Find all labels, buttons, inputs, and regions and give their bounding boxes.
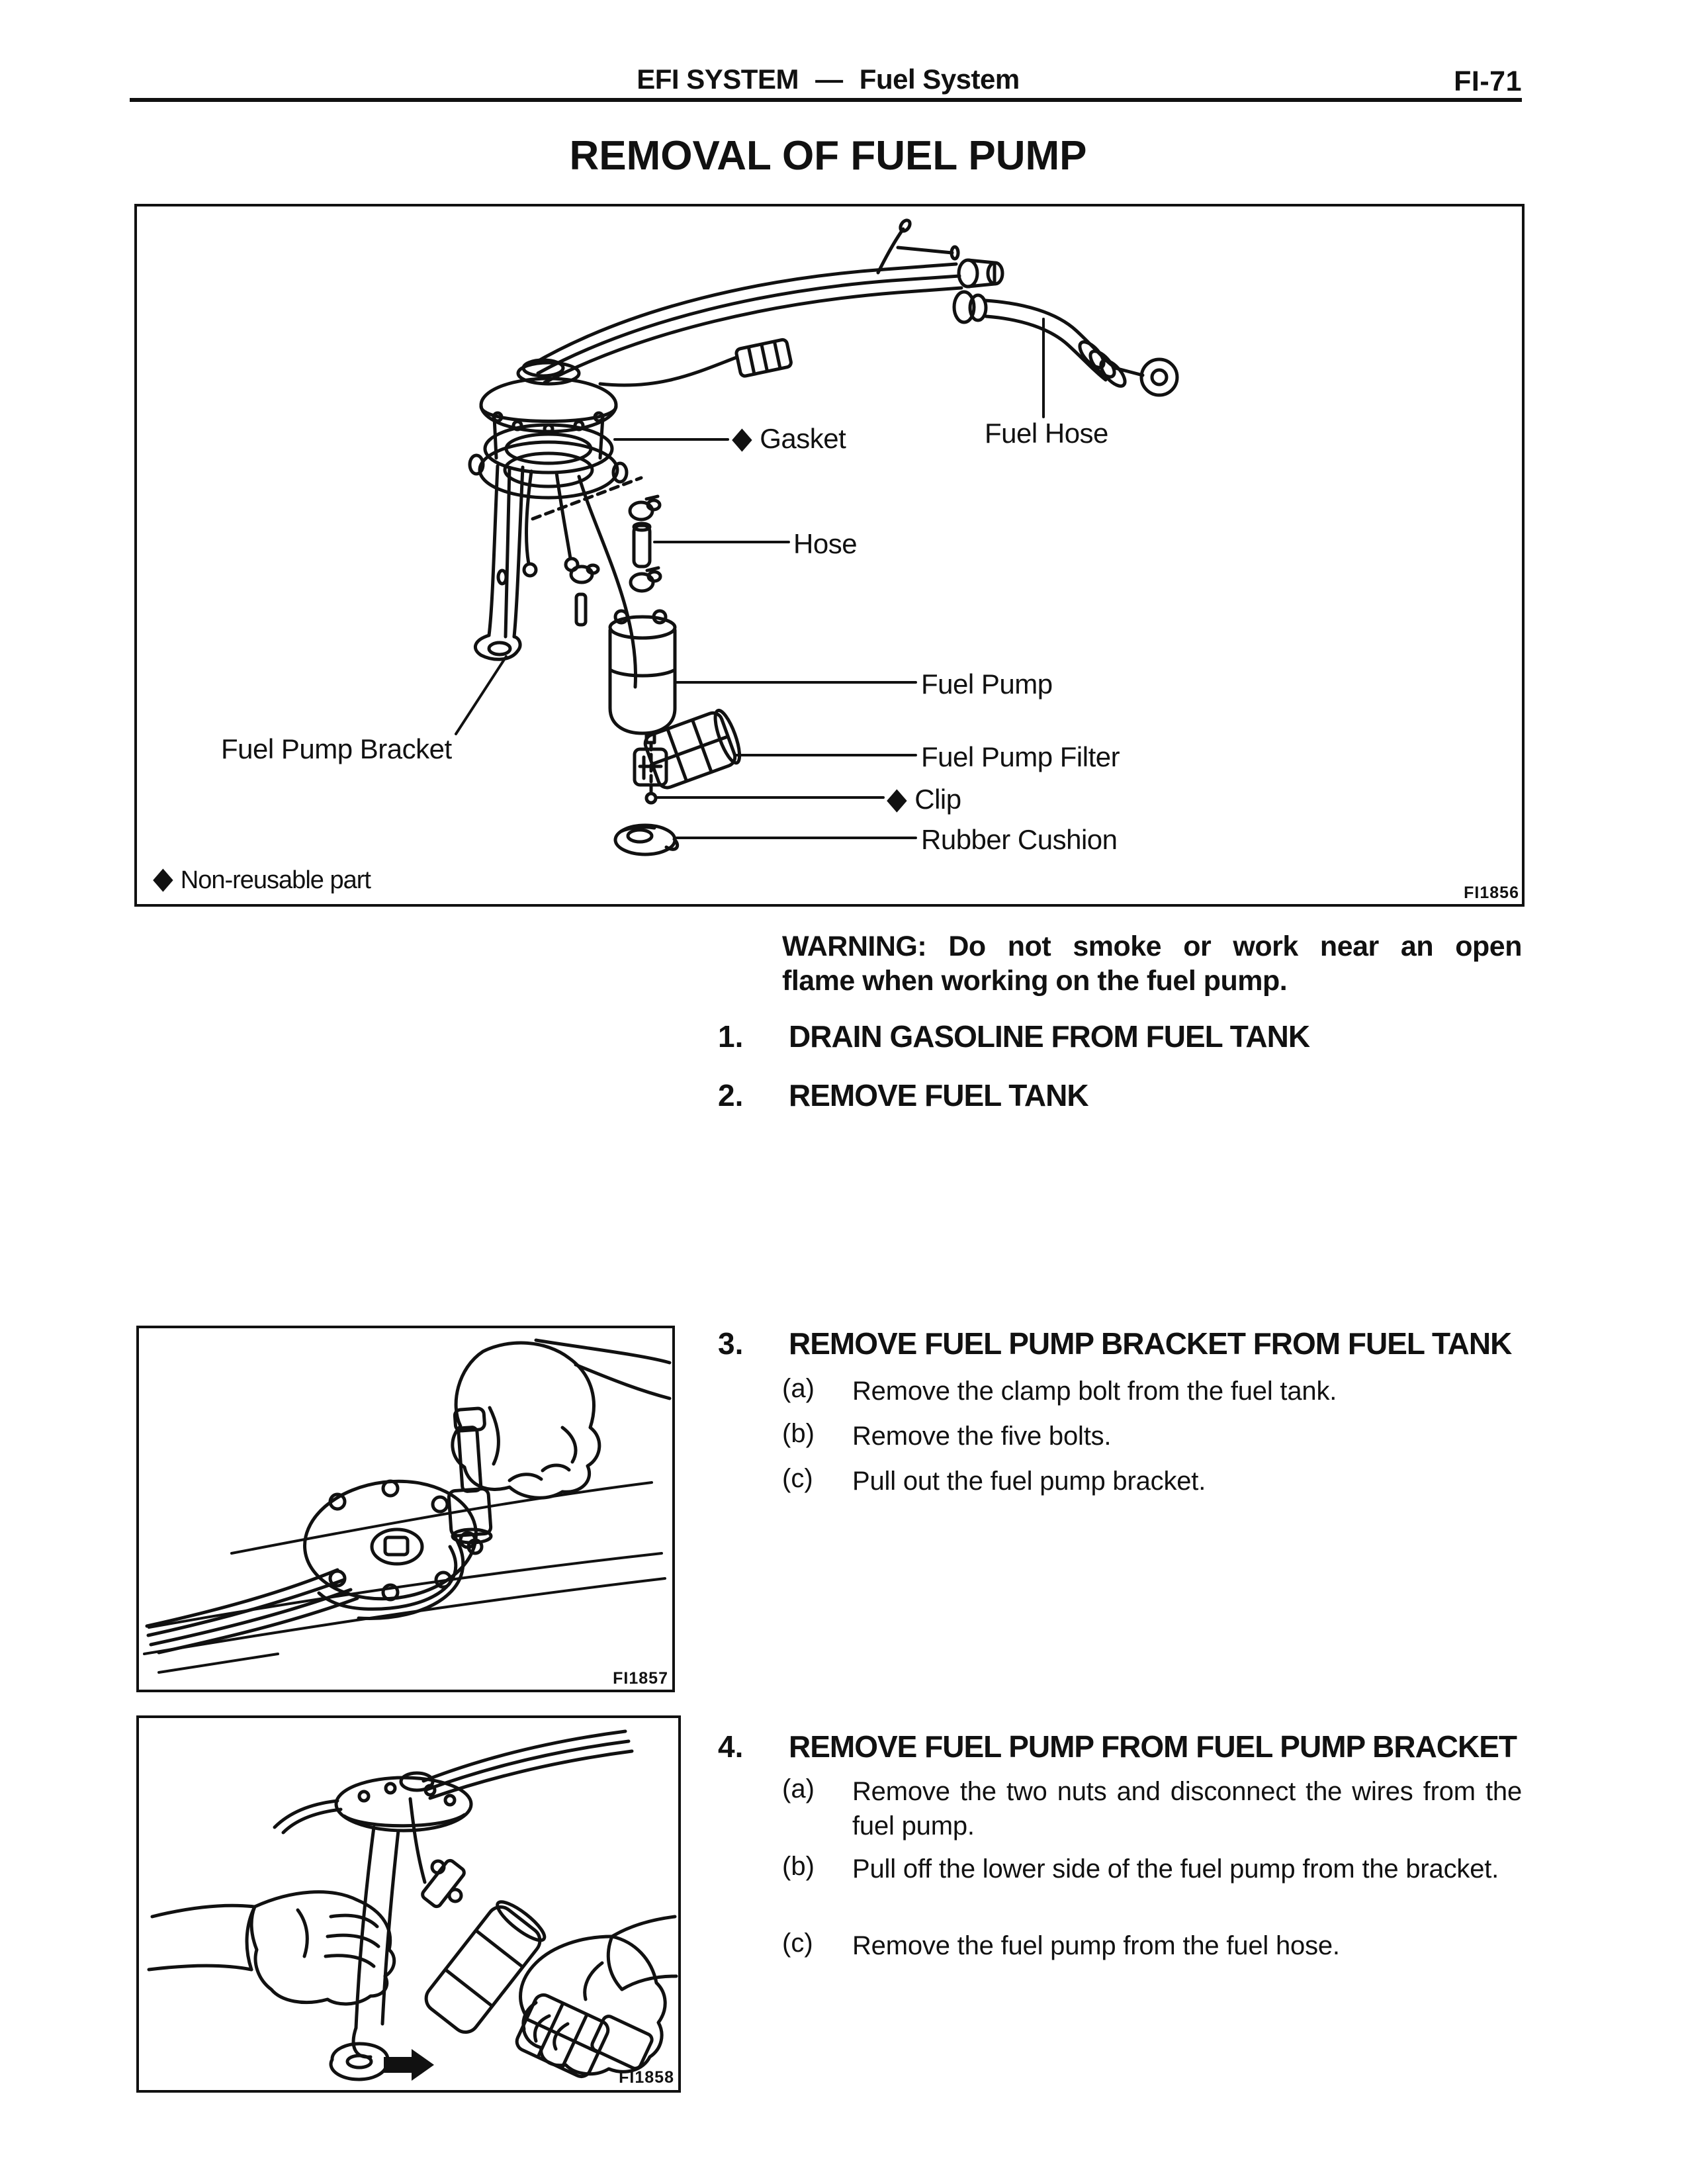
substep-text: Remove the fuel pump from the fuel hose.	[852, 1931, 1340, 1960]
warning-line1	[782, 929, 1522, 964]
page-number: FI-71	[1454, 66, 1522, 97]
step-4	[718, 1729, 1522, 1764]
warning-label: WARNING:	[782, 931, 927, 962]
fuel-tubes	[533, 218, 961, 383]
step-4c	[781, 1929, 1522, 1963]
page-title: REMOVAL OF FUEL PUMP	[569, 133, 1087, 179]
step-3b	[781, 1419, 1522, 1453]
fuel-hose-part	[954, 292, 1177, 395]
substep-text: Remove the two nuts and disconnect the wires from the fuel pump.	[852, 1777, 1522, 1841]
step-4a	[781, 1774, 1522, 1843]
substep-text: Pull off the lower side of the fuel pump from the bracket.	[852, 1854, 1499, 1884]
substep-text: Remove the clamp bolt from the fuel tank.	[852, 1377, 1337, 1406]
step-2	[718, 1077, 1522, 1113]
union-fitting	[959, 260, 1002, 287]
fuel-tank-surface	[144, 1482, 665, 1672]
bolt-removal-art	[139, 1328, 672, 1690]
non-reusable-diamond-icon: ◆	[887, 782, 907, 816]
non-reusable-diamond-icon: ◆	[153, 861, 173, 895]
step-3	[718, 1326, 1522, 1361]
substep-text: Pull out the fuel pump bracket.	[852, 1467, 1206, 1496]
header-section: EFI SYSTEM	[637, 64, 799, 95]
fuel-pump-part	[571, 565, 675, 743]
label-gasket: ◆ Gasket	[732, 421, 846, 455]
substep-text: Remove the five bolts.	[852, 1422, 1112, 1451]
direction-arrow-icon	[384, 2049, 434, 2081]
label-clip: ◆ Clip	[887, 782, 961, 816]
step-number: 2.	[718, 1078, 744, 1113]
figure-bolt-removal	[136, 1326, 675, 1692]
warning-text1: Do not smoke or work near an open	[948, 931, 1522, 962]
step-3a	[781, 1374, 1522, 1408]
label-fuel-pump-bracket: Fuel Pump Bracket	[221, 733, 452, 764]
substep-letter: (b)	[782, 1852, 815, 1881]
rubber-cushion-part	[615, 825, 678, 854]
warning-block	[782, 929, 1522, 998]
substep-letter: (a)	[782, 1774, 815, 1803]
sender-wires	[524, 471, 636, 687]
step-3c	[781, 1464, 1522, 1498]
step-number: 1.	[718, 1019, 744, 1054]
header-rule	[130, 98, 1522, 102]
upper-hose-clamps	[421, 1859, 466, 1909]
step-heading: REMOVE FUEL PUMP BRACKET FROM FUEL TANK	[789, 1326, 1512, 1361]
label-rubber-cushion: Rubber Cushion	[921, 824, 1118, 855]
step-number: 4.	[718, 1729, 744, 1764]
figure-exploded-view	[134, 204, 1525, 907]
bracket-strips	[331, 1827, 398, 2079]
hose-part	[630, 496, 660, 591]
non-reusable-diamond-icon: ◆	[732, 421, 752, 455]
step-number: 3.	[718, 1326, 744, 1361]
substep-letter: (c)	[782, 1464, 813, 1493]
substep-letter: (a)	[782, 1374, 815, 1403]
substep-letter: (c)	[782, 1929, 813, 1958]
step-heading: REMOVE FUEL TANK	[789, 1078, 1088, 1113]
warning-line2: flame when working on the fuel pump.	[782, 965, 1288, 997]
step-4b	[781, 1852, 1522, 1886]
legend-non-reusable: ◆ Non-reusable part	[153, 861, 371, 895]
step-1	[718, 1019, 1522, 1054]
flex-hose	[319, 1537, 463, 1618]
figure-code: FI1858	[619, 2068, 674, 2087]
label-hose: Hose	[793, 528, 858, 559]
substep-letter: (b)	[782, 1419, 815, 1448]
label-fuel-pump: Fuel Pump	[921, 668, 1053, 700]
header-separator: —	[815, 64, 843, 95]
figure-code: FI1856	[1464, 884, 1519, 902]
figure-pump-removal	[136, 1715, 681, 2093]
header-subsection: Fuel System	[859, 64, 1020, 95]
pump-removal-art	[139, 1718, 678, 2090]
clip-part	[646, 794, 656, 803]
step-heading: REMOVE FUEL PUMP FROM FUEL PUMP BRACKET	[789, 1729, 1517, 1764]
label-fuel-hose: Fuel Hose	[985, 418, 1108, 449]
step-heading: DRAIN GASOLINE FROM FUEL TANK	[789, 1019, 1310, 1054]
label-fuel-pump-filter: Fuel Pump Filter	[921, 741, 1120, 772]
figure-code: FI1857	[613, 1669, 668, 1688]
header-title	[134, 64, 1522, 95]
